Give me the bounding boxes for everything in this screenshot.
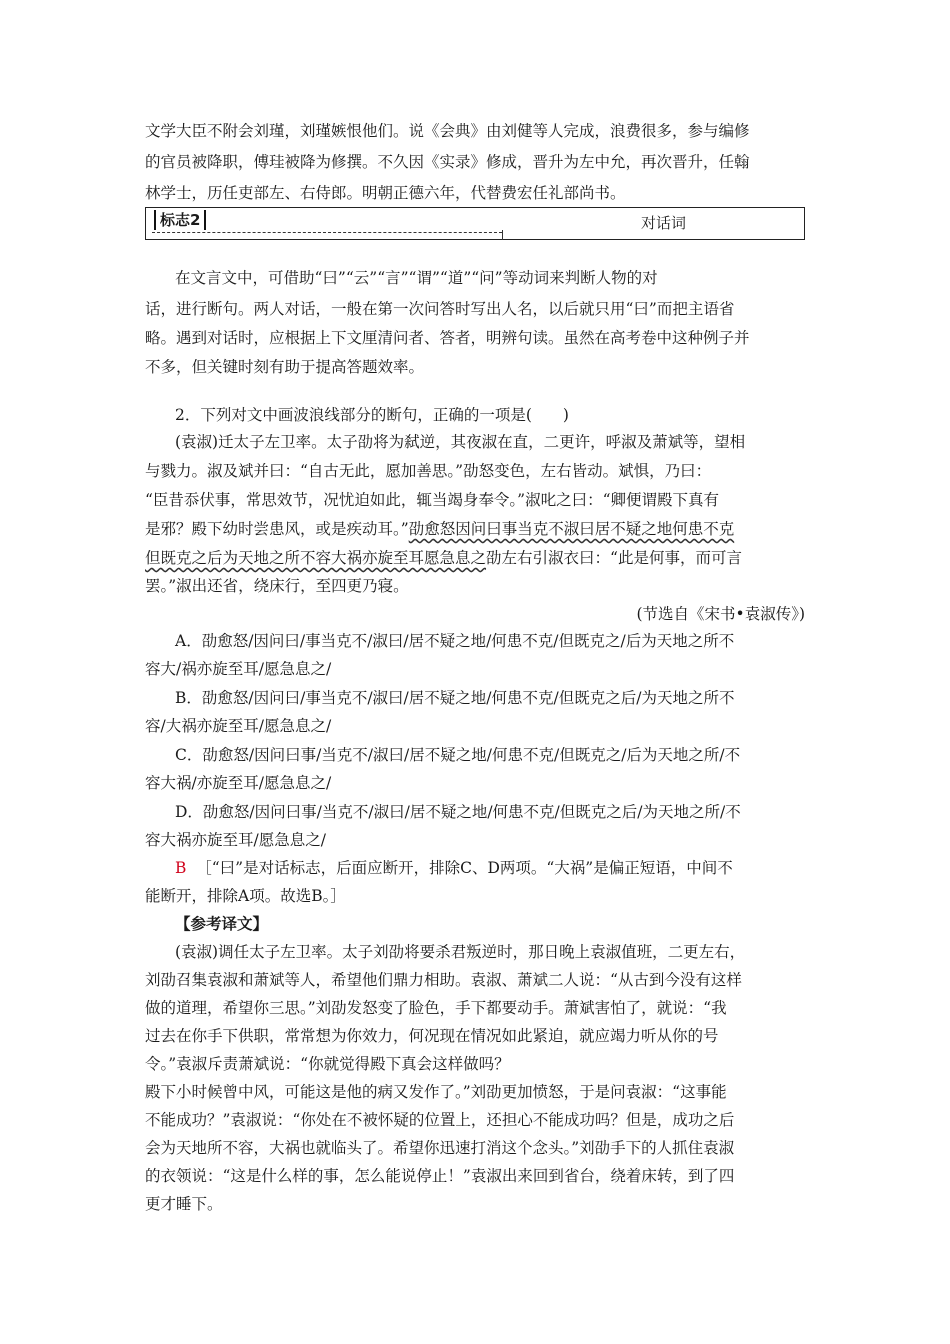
answer-line (175, 857, 733, 879)
passage-source: (节选自《宋书•袁淑传》) (636, 605, 805, 623)
translation-line: 会为天地所不容，大祸也就临头了。希望你迅速打消这个念头。”刘劭手下的人抓住袁淑 (145, 1139, 735, 1157)
wavy-underlined-text: 但既克之后为天地之所不容大祸亦旋至耳愿急息之 (145, 549, 487, 567)
passage-line: “臣昔忝伏事，常思效节，况忧迫如此，辄当竭身奉令。”淑叱之曰：“卿便谓殿下真有 (145, 491, 720, 509)
translation-line: 做的道理，希望你三思。”刘劭发怒变了脸色，手下都要动手。萧斌害怕了，就说：“我 (145, 999, 727, 1017)
option-a-cont: 容大/祸亦旋至耳/愿急息之/ (145, 660, 332, 678)
translation-line: 殿下小时候曾中风，可能这是他的病又发作了。”刘劭更加愤怒，于是问袁淑：“这事能 (145, 1083, 727, 1101)
question-stem: 2．下列对文中画波浪线部分的断句，正确的一项是( ) (175, 406, 569, 424)
tip-line: 不多，但关键时刻有助于提高答题效率。 (145, 358, 425, 376)
passage-line: 罢。”淑出还省，绕床行，至四更乃寝。 (145, 577, 409, 595)
tip-line: 在文言文中，可借助“曰”“云”“言”“谓”“道”“问”等动词来判断人物的对 (175, 269, 658, 287)
intro-line: 的官员被降职，傅珪被降为修撰。不久因《实录》修成，晋升为左中允，再次晋升，任翰 (145, 153, 750, 171)
translation-line: 的衣领说：“这是什么样的事，怎么能说停止！”袁淑出来回到省台，绕着床转，到了四 (145, 1167, 735, 1185)
section-badge: 标志2 (154, 210, 206, 230)
translation-line: 刘劭召集袁淑和萧斌等人，希望他们鼎力相助。袁淑、萧斌二人说：“从古到今没有这样 (145, 971, 742, 989)
section-header-box (145, 207, 805, 240)
option-b: B．劭愈怒/因问曰/事当克不/淑曰/居不疑之地/何患不克/但既克之后/为天地之所不 (175, 689, 735, 707)
translation-heading: 【参考译文】 (175, 914, 269, 933)
translation-line: 过去在你手下供职，常常想为你效力，何况现在情况如此紧迫，就应竭力听从你的号 (145, 1027, 719, 1045)
section-title: 对话词 (641, 214, 687, 232)
option-d: D．劭愈怒/因问曰事/当克不/淑曰/居不疑之地/何患不克/但既克之后/为天地之所/不 (175, 803, 741, 821)
answer-explanation: ［“曰”是对话标志，后面应断开，排除C、D两项。“大祸”是偏正短语，中间不 (196, 859, 733, 877)
passage-text: 是邪？殿下幼时尝患风，或是疾动耳。” (145, 520, 409, 538)
option-c: C．劭愈怒/因问曰事/当克不/淑曰/居不疑之地/何患不克/但既克之/后为天地之所/不 (175, 746, 741, 764)
intro-line: 林学士，历任吏部左、右侍郎。明朝正德六年，代替费宏任礼部尚书。 (145, 184, 626, 202)
option-c-cont: 容大祸/亦旋至耳/愿急息之/ (145, 774, 332, 792)
divider-tick (502, 230, 503, 240)
option-a: A．劭愈怒/因问曰/事当克不/淑曰/居不疑之地/何患不克/但既克之/后为天地之所不 (175, 632, 735, 650)
answer-explanation-cont: 能断开，排除A项。故选B。］ (145, 887, 346, 905)
option-b-cont: 容/大祸亦旋至耳/愿急息之/ (145, 717, 332, 735)
translation-line: 更才睡下。 (145, 1195, 223, 1213)
passage-line (145, 547, 742, 569)
intro-line: 文学大臣不附会刘瑾，刘瑾嫉恨他们。说《会典》由刘健等人完成，浪费很多，参与编修 (145, 122, 750, 140)
translation-line: 令。”袁淑斥责萧斌说：“你就觉得殿下真会这样做吗？ (145, 1055, 510, 1073)
wavy-underlined-text: 劭愈怒因问曰事当克不淑曰居不疑之地何患不克 (408, 520, 735, 538)
passage-text: 劭左右引淑衣曰：“此是何事，而可言 (486, 549, 742, 567)
passage-line: (袁淑)迁太子左卫率。太子劭将为弑逆，其夜淑在直，二更许，呼淑及萧斌等，望相 (175, 433, 746, 451)
passage-line: 与戮力。淑及斌并曰：“自古无此，愿加善思。”劭怒变色，左右皆动。斌惧，乃曰： (145, 462, 712, 480)
answer-letter: B (175, 859, 187, 877)
option-d-cont: 容大祸亦旋至耳/愿急息之/ (145, 831, 326, 849)
translation-line: 不能成功？”袁淑说：“你处在不被怀疑的位置上，还担心不能成功吗？但是，成功之后 (145, 1111, 735, 1129)
passage-line (145, 518, 734, 540)
tip-line: 略。遇到对话时，应根据上下文厘清问者、答者，明辨句读。虽然在高考卷中这种例子并 (145, 329, 750, 347)
dashed-divider (152, 232, 502, 233)
tip-line: 话，进行断句。两人对话，一般在第一次问答时写出人名，以后就只用“曰”而把主语省 (145, 300, 735, 318)
translation-line: (袁淑)调任太子左卫率。太子刘劭将要杀君叛逆时，那日晚上袁淑值班，二更左右， (175, 943, 746, 961)
